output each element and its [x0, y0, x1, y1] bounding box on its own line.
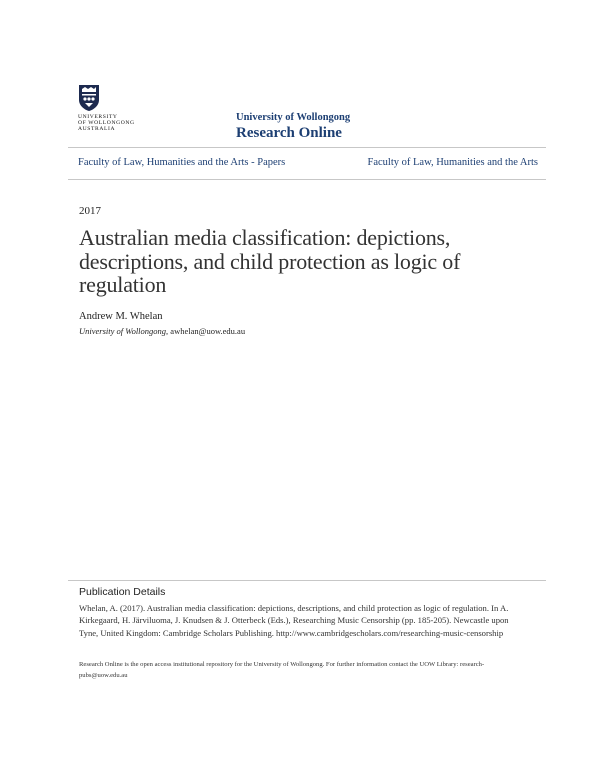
author-institution: University of Wollongong — [79, 326, 167, 336]
repository-footer-note: Research Online is the open access institutional repository for the University of Wollongong. For further information contact the UOW Library: research-pubs@uow.edu.au — [79, 661, 485, 679]
publication-year: 2017 — [79, 205, 101, 217]
publication-details-heading: Publication Details — [79, 586, 166, 598]
divider-breadcrumb — [68, 179, 546, 180]
breadcrumb — [68, 155, 546, 173]
author-email[interactable]: , awhelan@uow.edu.au — [166, 326, 246, 336]
logo-line-3: AUSTRALIA — [78, 126, 116, 132]
uow-logo — [78, 84, 158, 132]
author-affiliation — [79, 326, 245, 336]
logo-wordmark — [78, 114, 158, 132]
paper-title: Australian media classification: depictions, descriptions, and child protection as logic of regulation — [79, 225, 461, 297]
university-crest-icon — [78, 84, 100, 112]
repository-name[interactable]: Research Online — [236, 125, 342, 141]
publication-details-text: Whelan, A. (2017). Australian media classification: depictions, descriptions, and child protection as logic of regulation. In A. Kirkegaard, H. Järviluoma, J. Knudsen & J. Otterbeck (Eds.), Researching Music Censorship (pp. 185-205). Newcastle upon Tyne, United Kingdom: Cambridge Scholars Publishing. http://www.cambridgescholars.com/researching-music-censorship — [79, 603, 509, 638]
divider-top — [68, 147, 546, 148]
breadcrumb-faculty-link[interactable]: Faculty of Law, Humanities and the Arts — [367, 157, 538, 168]
breadcrumb-faculty-papers-link[interactable]: Faculty of Law, Humanities and the Arts - Papers — [78, 157, 286, 168]
divider-publication-details — [68, 580, 546, 581]
research-online-header[interactable] — [236, 111, 350, 142]
logo-line-2: OF WOLLONGONG — [78, 120, 135, 126]
university-name[interactable]: University of Wollongong — [236, 112, 351, 123]
logo-line-1: UNIVERSITY — [78, 114, 118, 120]
author-name: Andrew M. Whelan — [79, 311, 163, 322]
